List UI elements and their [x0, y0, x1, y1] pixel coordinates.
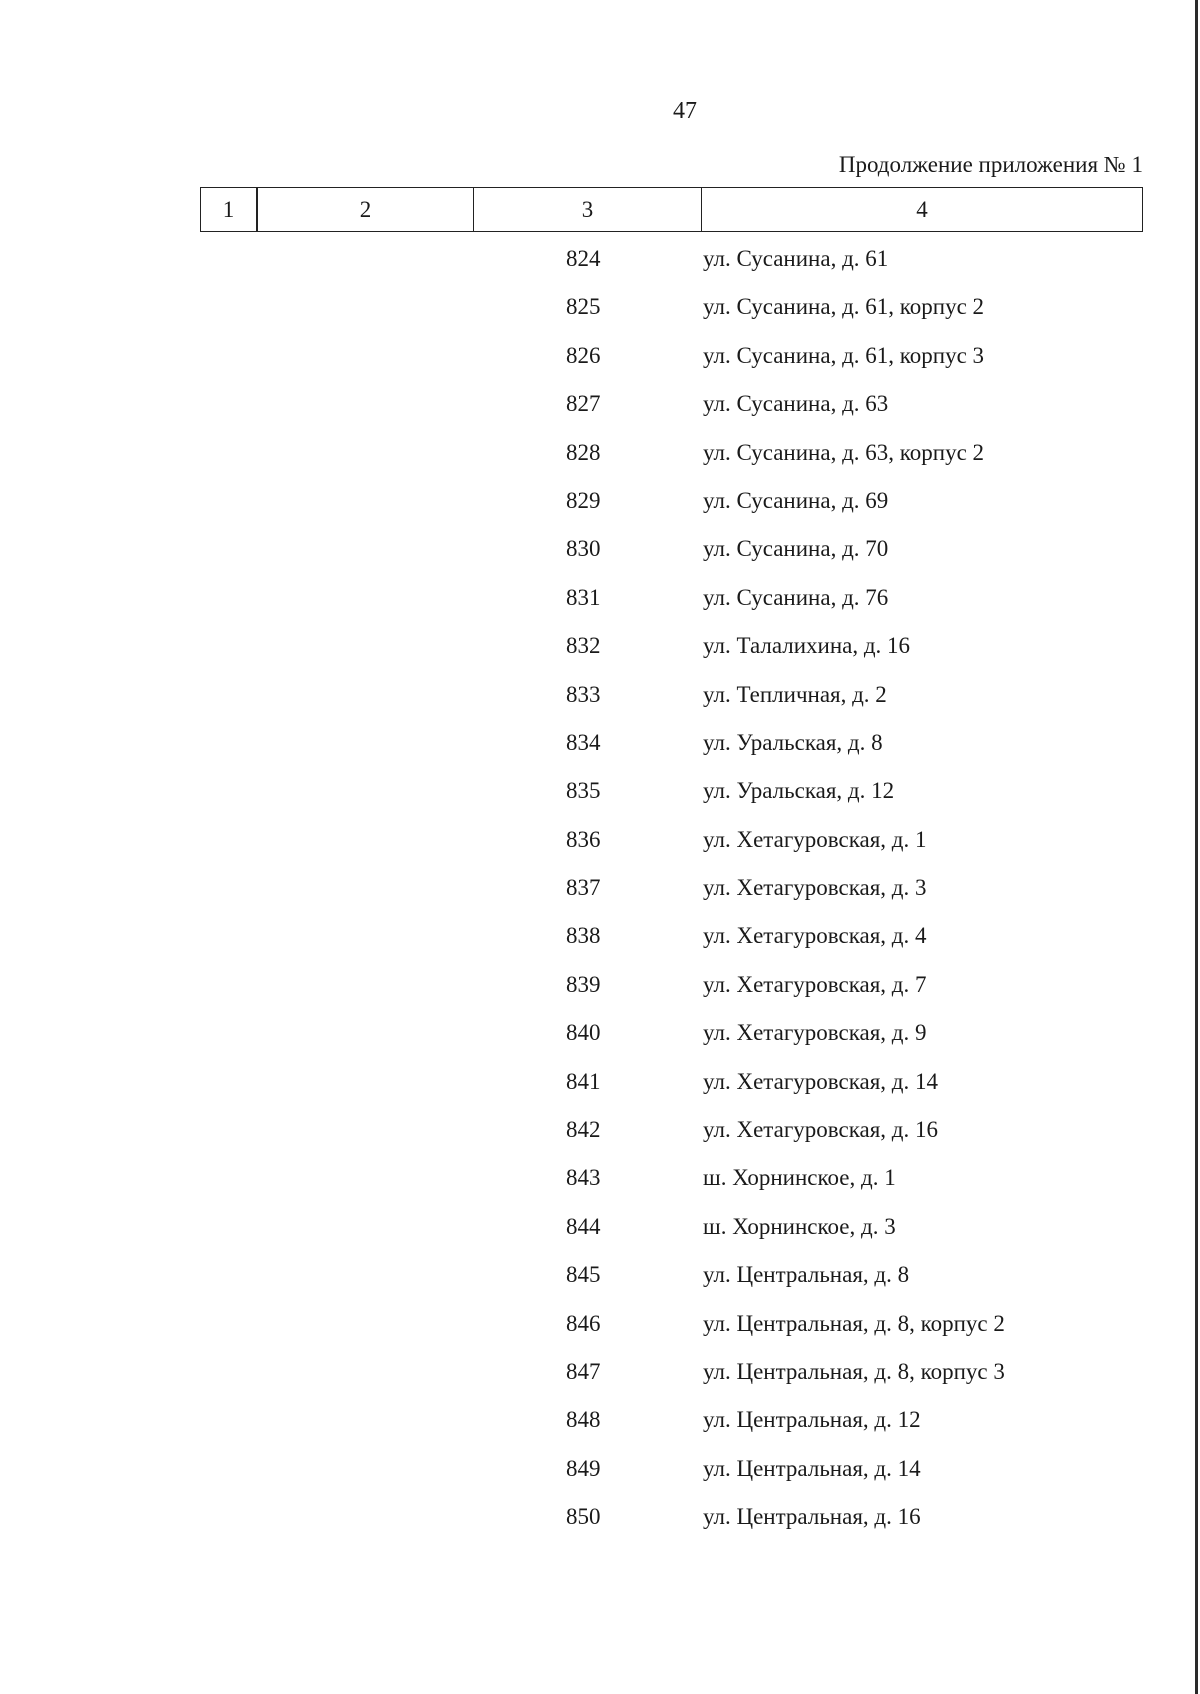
table-row: [0, 865, 1200, 913]
table-row: [0, 1010, 1200, 1058]
row-address: ул. Хетагуровская, д. 9: [703, 1020, 927, 1046]
row-number: 829: [566, 487, 601, 513]
row-number: 832: [566, 633, 601, 659]
table-row: [0, 768, 1200, 816]
table-row: [0, 236, 1200, 284]
table-row: [0, 1155, 1200, 1203]
row-address: ул. Хетагуровская, д. 1: [703, 826, 927, 852]
table-row: [0, 1301, 1200, 1349]
header-cell-2: 2: [258, 188, 474, 231]
row-number: 827: [566, 391, 601, 417]
row-number: 824: [566, 246, 601, 271]
row-address: ул. Сусанина, д. 70: [703, 536, 889, 562]
row-number: 830: [566, 536, 601, 562]
row-address: ул. Талалихина, д. 16: [703, 633, 911, 659]
row-address: ул. Сусанина, д. 63, корпус 2: [703, 439, 985, 465]
table-row: [0, 962, 1200, 1010]
row-number: 826: [566, 342, 601, 368]
table-row: [0, 672, 1200, 720]
table-row: [0, 1252, 1200, 1300]
row-address: ул. Центральная, д. 8, корпус 3: [703, 1358, 1005, 1384]
row-address: ул. Хетагуровская, д. 7: [703, 971, 927, 997]
row-number: 841: [566, 1068, 601, 1094]
row-address: ул. Сусанина, д. 61: [703, 246, 889, 271]
row-address: ул. Сусанина, д. 69: [703, 487, 889, 513]
address-list: [0, 236, 1200, 1543]
row-address: ул. Хетагуровская, д. 4: [703, 923, 927, 949]
table-row: [0, 478, 1200, 526]
header-cell-1: 1: [201, 188, 258, 231]
table-row: [0, 284, 1200, 332]
table-row: [0, 1349, 1200, 1397]
row-number: 848: [566, 1407, 601, 1433]
header-cell-4: 4: [916, 196, 928, 222]
row-number: 850: [566, 1504, 601, 1530]
page-edge-line: [1195, 0, 1198, 1694]
row-address: ул. Центральная, д. 16: [703, 1504, 921, 1530]
row-address: ул. Уральская, д. 12: [703, 778, 895, 804]
row-number: 849: [566, 1455, 601, 1481]
table-row: [0, 1494, 1200, 1542]
row-address: ул. Сусанина, д. 61, корпус 2: [703, 294, 985, 320]
row-address: ул. Сусанина, д. 76: [703, 584, 889, 610]
row-number: 838: [566, 923, 601, 949]
page-number: 47: [673, 98, 697, 124]
table-row: [0, 817, 1200, 865]
row-address: ул. Центральная, д. 14: [703, 1455, 921, 1481]
table-row: [0, 1446, 1200, 1494]
annex-caption: Продолжение приложения № 1: [838, 152, 1143, 177]
row-address: ул. Сусанина, д. 63: [703, 391, 889, 417]
row-address: ул. Хетагуровская, д. 16: [703, 1117, 939, 1143]
table-row: [0, 1397, 1200, 1445]
row-number: 833: [566, 681, 601, 707]
row-number: 840: [566, 1020, 601, 1046]
table-row: [0, 913, 1200, 961]
row-number: 837: [566, 875, 601, 901]
row-address: ш. Хорнинское, д. 1: [703, 1165, 896, 1191]
table-header: [200, 187, 1143, 232]
row-number: 842: [566, 1117, 601, 1143]
table-row: [0, 720, 1200, 768]
row-number: 836: [566, 826, 601, 852]
row-address: ул. Центральная, д. 8, корпус 2: [703, 1310, 1005, 1336]
table-row: [0, 381, 1200, 429]
row-number: 845: [566, 1262, 601, 1288]
table-row: [0, 1204, 1200, 1252]
header-cell-3: 3: [474, 188, 702, 231]
row-address: ул. Сусанина, д. 61, корпус 3: [703, 342, 985, 368]
table-row: [0, 1059, 1200, 1107]
row-number: 847: [566, 1358, 601, 1384]
row-number: 843: [566, 1165, 601, 1191]
row-address: ш. Хорнинское, д. 3: [703, 1213, 896, 1239]
row-address: ул. Центральная, д. 8: [703, 1262, 910, 1288]
row-number: 834: [566, 729, 601, 755]
table-row: [0, 575, 1200, 623]
row-number: 828: [566, 439, 601, 465]
table-row: [0, 623, 1200, 671]
row-number: 844: [566, 1213, 601, 1239]
row-address: ул. Хетагуровская, д. 3: [703, 875, 927, 901]
row-number: 846: [566, 1310, 601, 1336]
table-row: [0, 333, 1200, 381]
row-address: ул. Тепличная, д. 2: [703, 681, 887, 707]
row-number: 835: [566, 778, 601, 804]
row-number: 839: [566, 971, 601, 997]
row-address: ул. Центральная, д. 12: [703, 1407, 921, 1433]
table-row: [0, 1107, 1200, 1155]
row-address: ул. Хетагуровская, д. 14: [703, 1068, 939, 1094]
row-number: 831: [566, 584, 601, 610]
row-number: 825: [566, 294, 601, 320]
table-row: [0, 526, 1200, 574]
table-row: [0, 430, 1200, 478]
row-address: ул. Уральская, д. 8: [703, 729, 883, 755]
